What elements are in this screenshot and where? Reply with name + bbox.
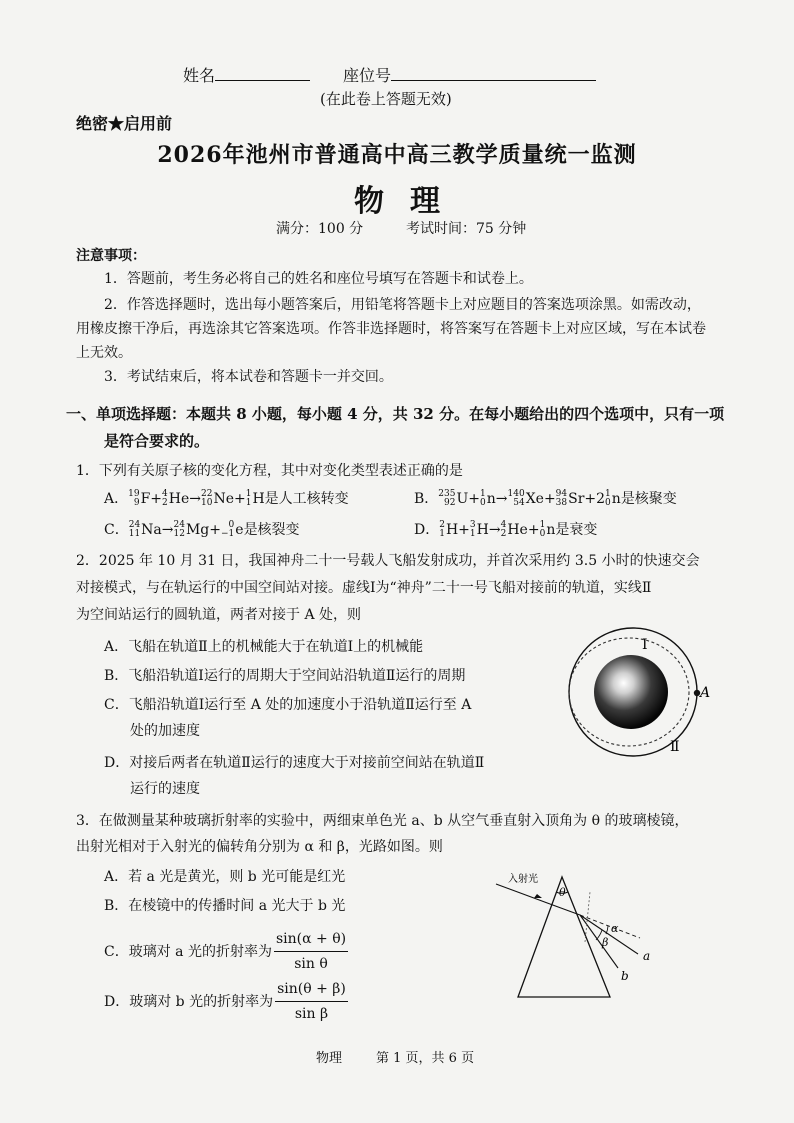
subject-title: 物理 <box>354 184 466 219</box>
exam-time: 考试时间：75 分钟 <box>406 221 527 237</box>
q2-option-c1: C．飞船沿轨道Ⅰ运行至 A 处的加速度小于沿轨道Ⅱ运行至 A <box>104 697 472 713</box>
note-2a: 2．作答选择题时，选出每小题答案后，用铅笔将答题卡上对应题目的答案选项涂黑。如需改动， <box>104 297 701 313</box>
note-2b: 用橡皮擦干净后，再选涂其它答案选项。作答非选择题时，将答案写在答题卡上对应区域，写在本试卷 <box>76 321 706 337</box>
q3-option-d <box>104 978 350 1025</box>
invalid-note: (在此卷上答题无效) <box>320 90 452 108</box>
section1-line2: 是符合要求的。 <box>104 432 210 450</box>
q3-d-denominator: sin β <box>294 1006 329 1022</box>
q3-c-label: C．玻璃对 a 光的折射率为 <box>104 943 272 960</box>
q3-d-fraction <box>275 978 348 1025</box>
q3-c-numerator: sin(α + θ) <box>274 928 348 952</box>
incident-ray <box>496 884 550 904</box>
q3-c-denominator: sin θ <box>294 956 328 972</box>
seat-label: 座位号 <box>343 66 392 85</box>
q1-option-d: D． 2 1 H+ 3 1 H→ 4 2 He+ 1 0 n是衰变 <box>414 520 598 539</box>
q2-line2: 对接模式，与在轨运行的中国空间站对接。虚线Ⅰ为“神舟”二十一号飞船对接前的轨道，实线Ⅱ <box>76 580 652 596</box>
q3-option-a: A．若 a 光是黄光，则 b 光可能是红光 <box>104 869 346 885</box>
q1-c-label: C． <box>104 522 129 538</box>
footer-page: 第 1 页，共 6 页 <box>376 1051 475 1066</box>
q3-d-label: D．玻璃对 b 光的折射率为 <box>104 993 274 1010</box>
ray-a <box>580 915 638 954</box>
q3-line1: 3．在做测量某种玻璃折射率的实验中，两细束单色光 a、b 从空气垂直射入顶角为 θ 的玻璃棱镜， <box>76 813 689 829</box>
q1-a-tail: 是人工核转变 <box>264 491 349 507</box>
full-score: 满分：100 分 <box>276 221 364 237</box>
q2-option-b: B．飞船沿轨道Ⅰ运行的周期大于空间站沿轨道Ⅱ运行的周期 <box>104 668 466 684</box>
seat-blank <box>391 64 596 81</box>
name-label: 姓名 <box>183 66 216 85</box>
incident-arrow <box>534 894 542 898</box>
notes-heading: 注意事项： <box>76 248 146 264</box>
q2-option-d1: D．对接后两者在轨道Ⅱ运行的速度大于对接前空间站在轨道Ⅱ <box>104 755 485 771</box>
q2-option-c2: 处的加速度 <box>130 723 200 739</box>
ray-a-label: a <box>643 949 651 963</box>
incident-label: 入射光 <box>508 874 538 885</box>
q2-option-a: A．飞船在轨道Ⅱ上的机械能大于在轨道Ⅰ上的机械能 <box>104 639 424 655</box>
q1-b-tail: 是核聚变 <box>620 491 677 507</box>
point-A-label: A <box>700 685 711 701</box>
exam-title: 2026年池州市普通高中高三教学质量统一监测 <box>157 142 637 168</box>
q1-d-label: D． <box>414 522 440 538</box>
theta-label: θ <box>559 886 566 899</box>
q1-d-tail: 是衰变 <box>555 522 598 538</box>
earth-sphere <box>594 655 668 729</box>
name-field <box>183 63 310 86</box>
note-1: 1．答题前，考生务必将自己的姓名和座位号填写在答题卡和试卷上。 <box>104 271 533 287</box>
q1-c-tail: 是核裂变 <box>243 522 300 538</box>
q3-c-fraction <box>274 928 348 975</box>
note-2c: 上无效。 <box>76 345 132 361</box>
seat-field <box>343 63 596 86</box>
beta-label: β <box>602 936 609 949</box>
footer-subject: 物理 <box>316 1051 343 1066</box>
q2-line3: 为空间站运行的圆轨道，两者对接于 A 处，则 <box>76 607 362 623</box>
q3-option-c <box>104 928 350 975</box>
q1-stem: 1．下列有关原子核的变化方程，其中对变化类型表述正确的是 <box>76 463 463 479</box>
q1-a-label: A． <box>104 491 129 507</box>
q1-option-a: A． 19 9 F+ 4 2 He→ 22 10 Ne+ 1 1 H是人工核转变 <box>104 489 349 508</box>
section1-line1: 一、单项选择题：本题共 8 小题，每小题 4 分，共 32 分。在每小题给出的四个选项中，只有一项 <box>66 405 725 423</box>
ray-b-label: b <box>621 969 629 983</box>
normal-line <box>585 892 590 942</box>
q3-d-numerator: sin(θ + β) <box>275 978 348 1002</box>
orbit-diagram <box>558 625 728 765</box>
orbit-I-label: Ⅰ <box>642 637 648 653</box>
q1-option-b: B． 235 92 U+ 1 0 n→ 140 54 Xe+ 94 38 Sr+2 1 0 n是核聚变 <box>414 489 677 508</box>
alpha-label: α <box>611 922 619 935</box>
q1-option-c: C． 24 11 Na→ 24 12 Mg+ 0 −1 e是核裂变 <box>104 520 300 539</box>
name-blank <box>215 64 310 81</box>
prism-diagram <box>490 872 670 1002</box>
note-3: 3．考试结束后，将本试卷和答题卡一并交回。 <box>104 369 393 385</box>
q2-line1: 2．2025 年 10 月 31 日，我国神舟二十一号载人飞船发射成功，并首次采用约 3.5 小时的快速交会 <box>76 553 700 569</box>
q1-b-label: B． <box>414 491 439 507</box>
secret-mark: 绝密★启用前 <box>76 114 173 133</box>
q3-option-b: B．在棱镜中的传播时间 a 光大于 b 光 <box>104 898 346 914</box>
q2-option-d2: 运行的速度 <box>130 781 200 797</box>
q3-line2: 出射光相对于入射光的偏转角分别为 α 和 β，光路如图。则 <box>76 839 443 855</box>
orbit-II-label: Ⅱ <box>670 739 680 755</box>
